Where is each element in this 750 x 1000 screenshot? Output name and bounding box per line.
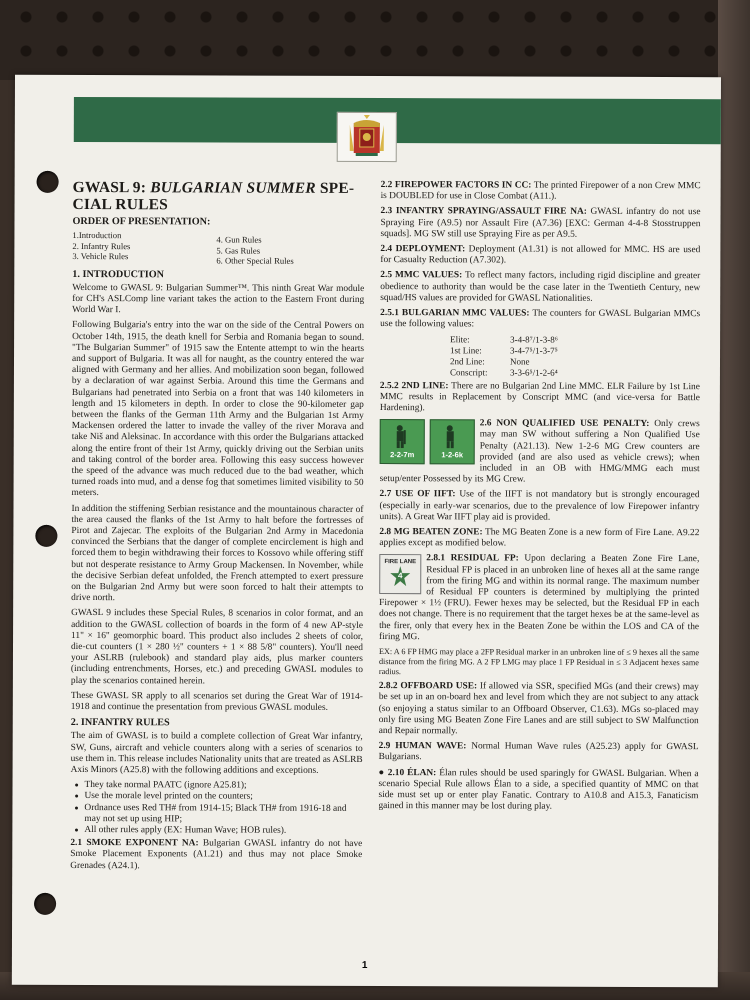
rule-2-1: 2.1 SMOKE EXPONENT NA: Bulgarian GWASL infantry do not have Smoke Placement Exponents (A1.21) and thus may not place Smoke Grenades (A24.1). — [70, 838, 363, 871]
coat-of-arms-icon — [337, 112, 397, 162]
rule-2-6: 2.6 NON QUALIFIED USE PENALTY: Only crews may man SW without suffering a Non Qualified Use Penalty (A21.13). New 1-2-6 MG Crew counters are provided (and are also used as vehicle crews); when included in an OB with HMG/MMG each must setup/enter Possessed by its MG Crew. — [379, 418, 700, 485]
punch-hole — [34, 893, 56, 915]
bullet-list — [70, 780, 362, 837]
table-row: Conscript: 3-3-6⁵/1-2-6⁴ — [449, 367, 558, 378]
table-row: Elite: 3-4-8⁷/1-3-8⁶ — [450, 334, 558, 346]
paragraph: These GWASL SR apply to all scenarios set during the Great War of 1914-1918 and continue the presentation from previous GWASL modules. — [70, 690, 363, 713]
rule-2-4: 2.4 DEPLOYMENT: Deployment (A1.31) is not allowed for MMC. HS are used for Casualty Reduction (A7.302). — [380, 244, 701, 266]
section-heading-introduction: 1. INTRODUCTION — [72, 268, 165, 281]
rule-2-2: 2.2 FIREPOWER FACTORS IN CC: The printed Firepower of a non Crew MMC is DOUBLED for use in Close Combat (A11.). — [380, 180, 701, 202]
table-row: 1st Line: 3-4-7⁵/1-3-7⁵ — [450, 345, 558, 356]
toc-item: 6. Other Special Rules — [216, 255, 294, 266]
fire-lane-counter-icon: FIRE LANE 4 — [379, 555, 421, 595]
rule-2-9: 2.9 HUMAN WAVE: Normal Human Wave rules (A25.23) apply for GWASL Bulgarians. — [378, 741, 699, 763]
header-banner — [74, 97, 721, 144]
toc-item: 5. Gas Rules — [216, 245, 261, 256]
page-number: 1 — [361, 959, 368, 972]
toc-item: 1.Introduction — [72, 229, 122, 241]
toc-item: 2. Infantry Rules — [72, 240, 131, 251]
list-item: ● All other rules apply (EX: Human Wave; HOB rules). — [84, 825, 362, 837]
rule-2-3: 2.3 INFANTRY SPRAYING/ASSAULT FIRE NA: GWASL infantry do not use Spraying Fire (A9.5) nor Assault Fire (A7.36) [EXC: German 4-4-8 Stosstruppen squads]. MG SW still use Spraying Fire as per A9.5. — [380, 206, 701, 240]
rule-2-8-2: 2.8.2 OFFBOARD USE: If allowed via SSR, specified MGs (and their crews) may be set up in an on-board hex and level from which they are not subject to any attack (so enjoying a status similar to an Offboard Observer, C1.63). MGs so-placed may only fire using MG Beaten Zone Fire Lanes and are still subject to SW Malfunction and Repair normally. — [378, 681, 699, 737]
mmc-values-table — [450, 335, 564, 379]
paragraph: In addition the stiffening Serbian resistance and the mountainous character of the area caused the flanks of the 1st Army to halt before the fortresses of Pirot and Zajecar. The exploits of the Bulgarian 2nd Army in Macedonia convinced the Serbians that the danger of complete encirclement is high and forced them to begin withdrawing their forces to Kossovo while offering stiff but not desperate resistance to Army Group Mackensen. In November, while the decisive Serbian defeat unfolded, the French attempted to exert pressure on the Bulgarian 2nd Army but were soon forced to halt their attempts to drive north. — [71, 503, 364, 604]
table-of-contents — [72, 230, 364, 267]
punch-hole — [35, 525, 57, 547]
crew-counter-icon: 1-2-6k — [430, 419, 475, 464]
table-row: 2nd Line: None — [449, 356, 530, 367]
squad-counter-icon: 2-2-7m — [380, 419, 425, 464]
rule-2-7: 2.7 USE OF IIFT: Use of the IIFT is not mandatory but is strongly encouraged (especially in early-war scenarios, due to the prevalence of low Firepower infantry units). A Great War IIFT play aid is provided. — [379, 489, 700, 523]
background-binder-edge — [0, 0, 750, 80]
paragraph: Following Bulgaria's entry into the war on the side of the Central Powers on October 14th, 1915, the death knell for Serbia and Romania began to sound. "The Bulgarian Summer" of 1915 saw the Entente attempt to win the hearts and support of Bulgaria. It was all for naught, as the country entered the war aligned with Germany and her allies. And mobilization soon began, followed by a declaration of war against Serbia. Around this time the Germans and Bulgarians had penetrated into Serbia on a front that was 140 kilometers in length and 15 kilometers in depth. In order to close the 90-kilometer gap between the flanks of the German 11th Army and the Bulgarian 1st Army Mackensen ordered the latter to invade the valley of the river Morava and take Niš and Aleksinac. In accordance with this order the Bulgarians attacked along the entire front of their 1st Army, quickly driving out the Serbian units and taking control of the border area. Following this easy success however the speed of the advance was much reduced due to the bad weather, which turned roads into mud, and a dense fog that sometimes limited visibility to 50 meters. — [71, 320, 365, 499]
toc-item: 4. Gun Rules — [216, 234, 262, 245]
section-heading-infantry: 2. INFANTRY RULES — [70, 717, 170, 729]
left-column — [70, 179, 364, 877]
punch-hole — [37, 171, 59, 193]
background-right-edge — [718, 0, 750, 1000]
rule-2-8-1: 2.8.1 RESIDUAL FP: Upon declaring a Beaten Zone Fire Lane, Residual FP is placed in an unbroken line of hexes all at the same range from the firing MG and within its normal range. The maximum number of Residual FP counters is determined by multiplying the printed Firepower × 1½ (FRU). Fewer hexes may be selected, but the Residual FP in each does not change. There is no requirement that the target hexes be at the same-level as the firer, only that every hex in the Beaten Zone be within the LOS and CA of the firing MG. — [379, 553, 700, 643]
rule-2-5-2: 2.5.2 2ND LINE: There are no Bulgarian 2nd Line MMC. ELR Failure by 1st Line MMC results in Replacement by Conscript MMC (and vice-versa for Battle Hardening). — [379, 380, 700, 414]
paragraph: The aim of GWASL is to build a complete collection of Great War infantry, SW, Guns, aircraft and vehicle counters along with a series of scenarios to use them in. This release includes Nationality units that are treated as ASLRB Axis Minors (A25.8) with the following additions and exceptions. — [70, 731, 363, 776]
rule-2-8-1-example: EX: A 6 FP HMG may place a 2FP Residual marker in an unbroken line of ≤ 9 hexes all the same distance from the firing MG. A 2 FP LMG may place 1 FP Residual in ≤ 3 Adjacent hexes same radius. — [378, 647, 700, 677]
list-item: ● They take normal PAATC (ignore A25.81); — [85, 780, 363, 792]
list-item: ● Use the morale level printed on the counters; — [84, 791, 362, 803]
right-column — [378, 180, 700, 817]
order-heading: ORDER OF PRESENTATION: — [72, 215, 211, 228]
paragraph: GWASL 9 includes these Special Rules, 8 scenarios in color format, and an addition to the GWASL collection of boards in the form of 4 new AP-style 11" × 16" geomorphic board. This product also includes 2 sheets of color, die-cut counters (1 × 280 ½" counters + 1 × 88 5/8" counters). You'll need your ASLRB (rulebook) and standard play aids, plus marker counters (including entrenchments, Horses, etc.) and preceding GWASL modules to play the scenarios contained herein. — [70, 608, 364, 687]
rule-2-10: ● 2.10 ÉLAN: Élan rules should be used sparingly for GWASL Bulgarian. When a scenario Special Rule allows Élan to a side, a specified quantity of MMC on that side must set up or enter play Fanatic. Contrary to A10.8 and A15.3, Fanaticism gained in this manner may be lost during play. — [378, 767, 699, 812]
list-item: ● Ordnance uses Red TH# from 1914-15; Black TH# from 1916-18 and may not set up using HIP; — [84, 803, 362, 826]
toc-item: 3. Vehicle Rules — [72, 251, 129, 262]
rule-2-8: 2.8 MG BEATEN ZONE: The MG Beaten Zone is a new form of Fire Lane. A9.22 applies except as modified below. — [379, 527, 700, 549]
rule-2-5-1: 2.5.1 BULGARIAN MMC VALUES: The counters for GWASL Bulgarian MMCs use the following values: — [380, 308, 701, 330]
rule-2-5: 2.5 MMC VALUES: To reflect many factors, including rigid discipline and greater obedience to authority than would be the case later in the Twentieth Century, new squad/HS values are provided for GWASL Nationalities. — [380, 270, 701, 304]
document-page — [12, 75, 721, 987]
page-title: GWASL 9: BULGARIAN SUMMER SPE-CIAL RULES — [72, 178, 355, 214]
paragraph: Welcome to GWASL 9: Bulgarian Summer™. This ninth Great War module for CH's ASLComp line variant takes the action to the Eastern Front during World War I. — [72, 282, 365, 316]
